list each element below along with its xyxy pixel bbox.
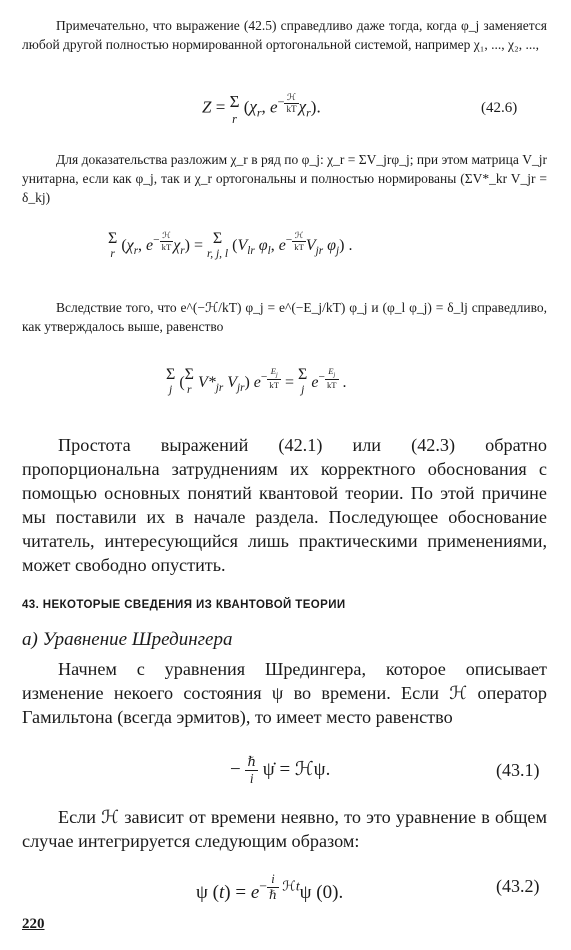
equation-sum-identity-formula: Σ r ($\chi_r$, e− $\frac{\text{ℋ}}{kT}$ $\chi_r) = \Sigma$ r, j, l ($V_{lr}$ $\varphi_l$, e− $\frac{\text{ℋ}}{kT}$ $V_{jr}$ $\varphi_j$) . [108,230,353,260]
paragraph-simplicity-text: Простота выражений (42.1) или (42.3) обратно пропорциональна затруднениям их корректного обоснования с помощью основных понятий квантовой теории. По этой причине мы поставили их в начале раздела. Последующее обоснование читатель, интересующийся лишь практическими применениями, может свободно опустить. [22,435,547,575]
page-number: 220 [22,916,45,932]
equation-result-formula: Σ j (Σ r $V*_{jr}$ $V_{jr}$) e− $\frac{E_j}{kT}$ = Σ j e− $\frac{E_j}{kT}$ . [166,366,347,396]
equation-43-1-number: (43.1) [496,760,540,780]
section-heading: 43. НЕКОТОРЫЕ СВЕДЕНИЯ ИЗ КВАНТОВОЙ ТЕОРИИ [22,599,346,611]
equation-42-6-number: (42.6) [481,100,518,116]
equation-42-6-formula: Z = Σ r ($\chi_r$, e− $\frac{\text{ℋ}}{kT}$ $\chi_r$). [202,92,321,126]
equation-sum-identity [0,222,571,278]
equation-43-1 [0,748,571,794]
equation-43-2-number: (43.2) [496,876,540,896]
paragraph-proof-text: Для доказательства разложим χ_r в ряд по φ_j: χ_r = ΣV_jrφ_j; при этом матрица V_jr унитарна, если как φ_j, так и χ_r ортогональны и полностью нормированы (ΣV*_kr V_jr = δ_kj) [22,152,547,205]
paragraph-intro-text: Примечательно, что выражение (42.5) справедливо даже тогда, когда φ_j заменяется любой другой полностью нормированной ортогональной системой, например χ₁, ..., χ₂, ..., [22,18,547,52]
paragraph-consequence [22,298,547,336]
paragraph-integration-text: Если ℋ зависит от времени неявно, то это уравнение в общем случае интегрируется следующим образом: [22,807,547,851]
equation-result [0,358,571,416]
equation-43-2 [0,862,571,908]
paragraph-intro [22,16,547,54]
equation-43-1-formula: − $\frac{\text{ℏ}}{i}$ ψ̇ = ℋψ. [230,754,331,786]
equation-42-6 [0,86,571,134]
paragraph-proof [22,150,547,207]
equation-43-2-formula: ψ (t) = e− $\frac{i}{\text{ℏ}}$ ℋtψ (0). [196,872,344,903]
subsection-heading: а) Уравнение Шредингера [22,629,233,650]
paragraph-schrodinger-text: Начнем с уравнения Шредингера, которое описывает изменение некоего состояния ψ во времени. Если ℋ оператор Гамильтона (всегда эрмитов), то имеет место равенство [22,659,547,727]
paragraph-simplicity [22,433,547,577]
paragraph-consequence-text: Вследствие того, что e^(−ℋ/kT) φ_j = e^(−E_j/kT) φ_j и (φ_l φ_j) = δ_lj справедливо, как утверждалось выше, равенство [22,300,547,334]
paragraph-schrodinger [22,657,547,729]
paragraph-integration [22,805,547,853]
